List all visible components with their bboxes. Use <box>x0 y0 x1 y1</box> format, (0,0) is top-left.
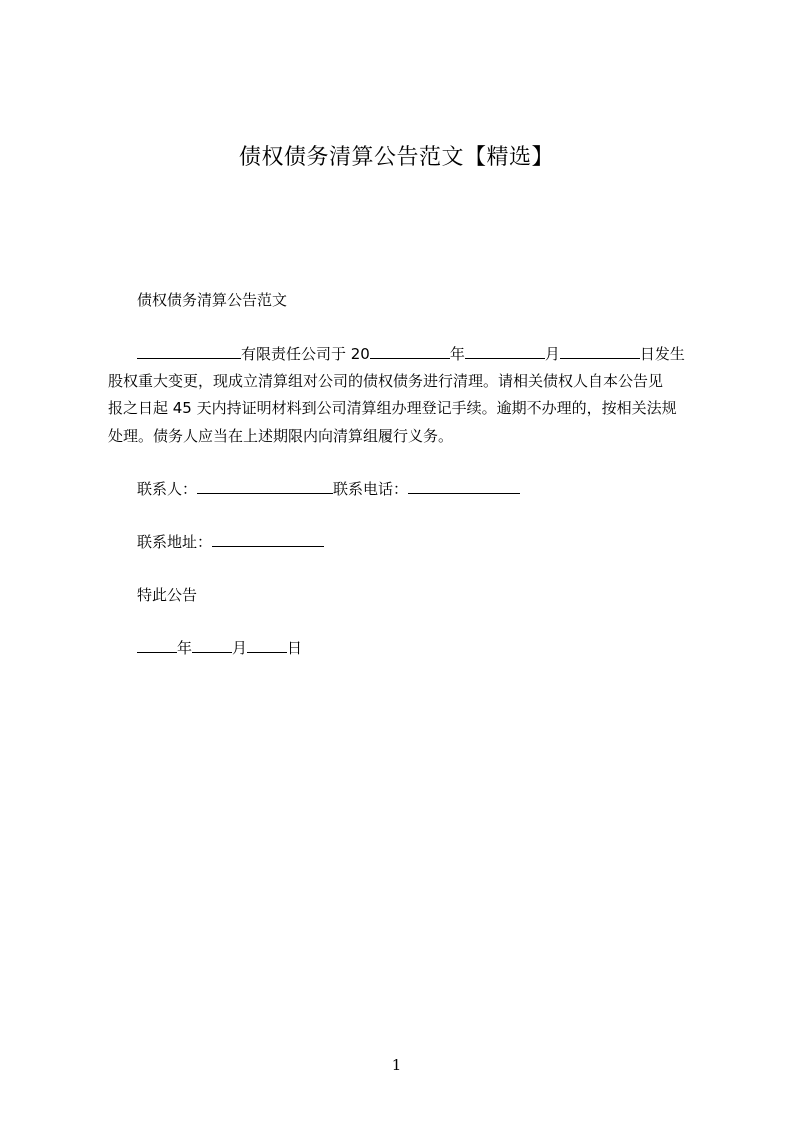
company-suffix-text: 有限责任公司于 20 <box>241 345 370 363</box>
document-title: 债权债务清算公告范文【精选】 <box>238 145 554 170</box>
date-year-label: 年 <box>177 639 193 657</box>
contact-address-blank[interactable] <box>212 532 324 547</box>
body-paragraph-line-4: 处理。债务人应当在上述期限内向清算组履行义务。 <box>108 427 454 445</box>
contact-phone-blank[interactable] <box>408 479 520 494</box>
company-name-blank[interactable] <box>137 344 241 359</box>
month-label: 月 <box>544 345 560 363</box>
body-paragraph-line-2: 股权重大变更，现成立清算组对公司的债权债务进行清理。请相关债权人自本公告见 <box>108 372 664 390</box>
date-day-label: 日 <box>287 639 303 657</box>
body-paragraph-line-1 <box>137 344 685 364</box>
date-month-label: 月 <box>232 639 248 657</box>
year-label: 年 <box>449 345 465 363</box>
body-paragraph-line-3: 报之日起 45 天内持证明材料到公司清算组办理登记手续。逾期不办理的，按相关法规 <box>108 399 677 417</box>
date-row <box>137 638 302 658</box>
date-day-blank[interactable] <box>247 638 287 653</box>
contact-person-row <box>137 479 520 499</box>
notice-text: 特此公告 <box>137 586 198 604</box>
contact-person-blank[interactable] <box>197 479 333 494</box>
page-number: 1 <box>391 1056 402 1074</box>
month-blank[interactable] <box>465 344 545 359</box>
document-subtitle: 债权债务清算公告范文 <box>137 291 288 309</box>
date-month-blank[interactable] <box>192 638 232 653</box>
contact-phone-label: 联系电话： <box>333 480 409 498</box>
date-year-blank[interactable] <box>137 638 177 653</box>
contact-address-row <box>137 532 324 552</box>
year-blank[interactable] <box>370 344 450 359</box>
day-suffix-text: 日发生 <box>639 345 685 363</box>
contact-address-label: 联系地址： <box>137 533 213 551</box>
day-blank[interactable] <box>560 344 640 359</box>
contact-person-label: 联系人： <box>137 480 198 498</box>
